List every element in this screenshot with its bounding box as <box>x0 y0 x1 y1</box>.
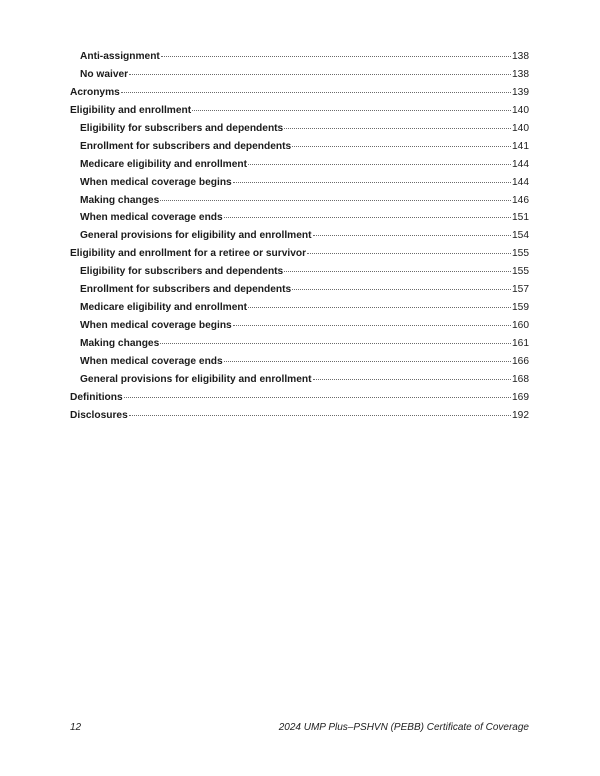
toc-page-number: 166 <box>512 355 529 367</box>
toc-entry-label: Medicare eligibility and enrollment <box>80 158 247 170</box>
toc-page-number: 144 <box>512 158 529 170</box>
toc-page-number: 169 <box>512 391 529 403</box>
toc-entry[interactable] <box>70 338 529 356</box>
toc-entry[interactable] <box>70 374 529 392</box>
toc-entry[interactable] <box>70 302 529 320</box>
toc-entry[interactable] <box>70 212 529 230</box>
page-footer <box>70 722 529 733</box>
toc-entry[interactable] <box>70 51 529 69</box>
toc-entry-label: Making changes <box>80 194 160 206</box>
dot-leader <box>248 164 511 165</box>
toc-page-number: 144 <box>512 176 529 188</box>
dot-leader <box>292 289 511 290</box>
toc-entry-label: General provisions for eligibility and enrollment <box>80 373 312 385</box>
toc-entry-label: General provisions for eligibility and enrollment <box>80 230 312 242</box>
toc-page-number: 146 <box>512 194 529 206</box>
dot-leader <box>121 92 511 93</box>
dot-leader <box>224 217 511 218</box>
toc-page-number: 140 <box>512 104 529 116</box>
dot-leader <box>192 110 511 111</box>
toc-entry-label: When medical coverage ends <box>80 212 223 224</box>
dot-leader <box>161 56 511 57</box>
dot-leader <box>248 307 511 308</box>
toc-page-number: 139 <box>512 86 529 98</box>
dot-leader <box>313 379 511 380</box>
toc-page-number: 155 <box>512 266 529 278</box>
toc-entry[interactable] <box>70 320 529 338</box>
toc-page-number: 138 <box>512 51 529 62</box>
toc-page-number: 154 <box>512 230 529 242</box>
dot-leader <box>160 200 511 201</box>
toc-page-number: 138 <box>512 68 529 80</box>
toc-entry[interactable] <box>70 266 529 284</box>
toc-entry-label: Definitions <box>70 391 123 403</box>
toc-entry[interactable] <box>70 141 529 159</box>
toc-entry[interactable] <box>70 248 529 266</box>
toc-entry[interactable] <box>70 410 529 428</box>
dot-leader <box>160 343 511 344</box>
toc-page-number: 151 <box>512 212 529 224</box>
table-of-contents <box>70 51 529 428</box>
toc-entry-label: When medical coverage ends <box>80 355 223 367</box>
toc-entry[interactable] <box>70 69 529 87</box>
toc-entry[interactable] <box>70 230 529 248</box>
dot-leader <box>129 74 511 75</box>
dot-leader <box>233 325 511 326</box>
dot-leader <box>284 271 511 272</box>
dot-leader <box>129 415 511 416</box>
toc-entry-label: Acronyms <box>70 86 120 98</box>
toc-entry[interactable] <box>70 87 529 105</box>
toc-entry[interactable] <box>70 356 529 374</box>
toc-entry-label: When medical coverage begins <box>80 176 232 188</box>
dot-leader <box>292 146 511 147</box>
toc-entry[interactable] <box>70 177 529 195</box>
toc-entry-label: Disclosures <box>70 409 128 421</box>
toc-entry-label: Eligibility for subscribers and dependents <box>80 122 284 134</box>
dot-leader <box>124 397 511 398</box>
toc-page-number: 141 <box>512 140 529 152</box>
toc-entry-label: Anti-assignment <box>80 51 160 62</box>
toc-entry[interactable] <box>70 123 529 141</box>
dot-leader <box>224 361 511 362</box>
toc-entry[interactable] <box>70 284 529 302</box>
toc-entry[interactable] <box>70 392 529 410</box>
dot-leader <box>284 128 511 129</box>
toc-entry[interactable] <box>70 159 529 177</box>
toc-page-number: 168 <box>512 373 529 385</box>
toc-entry-label: Enrollment for subscribers and dependents <box>80 284 292 296</box>
toc-entry-label: Making changes <box>80 338 160 349</box>
toc-entry-label: Medicare eligibility and enrollment <box>80 302 247 314</box>
toc-entry-label: Eligibility for subscribers and dependents <box>80 266 284 278</box>
toc-page-number: 140 <box>512 122 529 134</box>
toc-entry-label: No waiver <box>80 68 129 80</box>
toc-entry-label: Enrollment for subscribers and dependents <box>80 140 292 152</box>
footer-page-number: 12 <box>70 722 82 733</box>
footer-document-title: 2024 UMP Plus–PSHVN (PEBB) Certificate of Coverage <box>278 722 529 733</box>
toc-page-number: 192 <box>512 409 529 421</box>
toc-entry-label: Eligibility and enrollment <box>70 104 192 116</box>
toc-entry-label: When medical coverage begins <box>80 320 232 332</box>
toc-page-number: 155 <box>512 248 529 260</box>
dot-leader <box>313 235 511 236</box>
toc-page-number: 161 <box>512 338 529 349</box>
toc-entry[interactable] <box>70 105 529 123</box>
toc-entry-label: Eligibility and enrollment for a retiree or survivor <box>70 248 307 260</box>
dot-leader <box>307 253 511 254</box>
toc-page-number: 160 <box>512 320 529 332</box>
toc-page-number: 157 <box>512 284 529 296</box>
dot-leader <box>233 182 511 183</box>
toc-entry[interactable] <box>70 195 529 213</box>
toc-page-number: 159 <box>512 302 529 314</box>
